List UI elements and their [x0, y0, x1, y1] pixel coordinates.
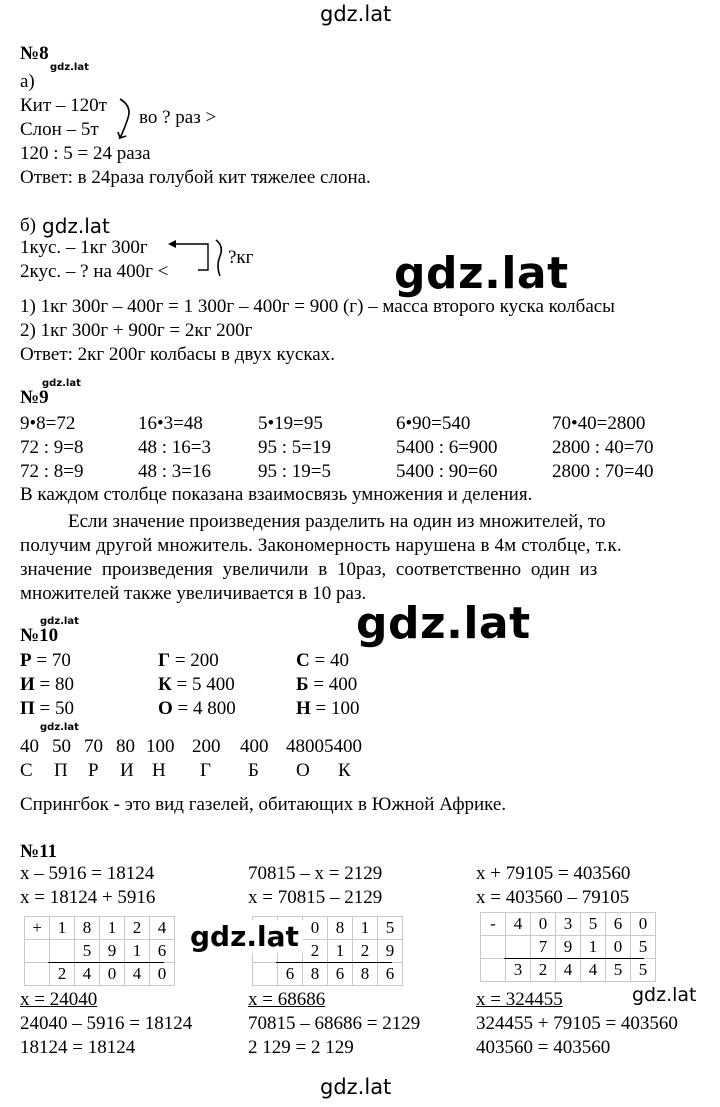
- n10-number: 400: [240, 736, 269, 757]
- digit: 2: [125, 917, 150, 940]
- task-10-title: №10: [20, 625, 59, 646]
- n10-letter: Н: [152, 760, 166, 781]
- n10-number: 70: [84, 736, 103, 757]
- sum-line: [504, 958, 644, 959]
- task-8b-step2: 2) 1кг 300г + 900г = 2кг 200г: [20, 320, 253, 341]
- watermark-8b: gdz.lat: [42, 214, 110, 238]
- digit: 0: [100, 963, 125, 986]
- task-8b-step1: 1) 1кг 300г – 400г = 1 300г – 400г = 900 (г) – масса второго куска колбасы: [20, 296, 615, 317]
- n10-number: 80: [116, 736, 135, 757]
- digit: 4: [150, 917, 175, 940]
- task-8b-note: ?кг: [228, 247, 254, 268]
- n11-c3-final: 403560 = 403560: [476, 1037, 611, 1058]
- digit: 1: [125, 940, 150, 963]
- digit: 6: [606, 913, 631, 936]
- digit: 5: [606, 959, 631, 982]
- digit: 6: [378, 963, 403, 986]
- digit: 2: [50, 963, 75, 986]
- n10-pair: Б = 400: [296, 674, 358, 695]
- digit: 9: [100, 940, 125, 963]
- n10-number: 40: [20, 736, 39, 757]
- digit: 8: [328, 917, 353, 940]
- n9-para1: В каждом столбце показана взаимосвязь умножения и деления.: [20, 484, 533, 505]
- task-8a-note: во ? раз >: [139, 107, 217, 128]
- n10-number: 4800: [286, 736, 324, 757]
- brace-8a: [116, 96, 138, 142]
- task-8a-calc: 120 : 5 = 24 раза: [20, 143, 151, 164]
- n11-c1-eq: x – 5916 = 18124: [20, 863, 155, 884]
- sign: -: [481, 913, 506, 936]
- task-8a-line1: Кит – 120т: [20, 95, 107, 116]
- digit: 1: [50, 917, 75, 940]
- n9-c2-r1: 16•3=48: [138, 413, 203, 434]
- digit: 9: [378, 940, 403, 963]
- digit: 4: [125, 963, 150, 986]
- task-8a-line2: Слон – 5т: [20, 119, 99, 140]
- digit: 0: [606, 936, 631, 959]
- n9-c4-r1: 6•90=540: [396, 413, 471, 434]
- n10-number: 5400: [324, 736, 362, 757]
- digit: 0: [631, 913, 656, 936]
- watermark-small: gdz.lat: [50, 62, 89, 73]
- n9-c1-r2: 72 : 9=8: [20, 437, 84, 458]
- n10-number: 50: [52, 736, 71, 757]
- watermark-big-1: gdz.lat: [394, 248, 569, 299]
- n9-c3-r3: 95 : 19=5: [258, 461, 331, 482]
- digit: 3: [506, 959, 531, 982]
- n10-pair: Н = 100: [296, 698, 360, 719]
- n11-c2-step: x = 70815 – 2129: [248, 887, 383, 908]
- n10-letter: И: [120, 760, 134, 781]
- n10-letter: Г: [200, 760, 211, 781]
- task-11-title: №11: [20, 841, 58, 862]
- digit: 1: [328, 940, 353, 963]
- digit: 8: [353, 963, 378, 986]
- n9-para2-l1: Если значение произведения разделить на один из множителей, то: [68, 511, 606, 532]
- n11-c1-result: x = 24040: [20, 989, 98, 1010]
- n9-para2-l2: получим другой множитель. Закономерность нарушена в 4м столбце, т.к.: [20, 535, 622, 556]
- n10-letter: К: [338, 760, 351, 781]
- n9-c5-r3: 2800 : 70=40: [552, 461, 654, 482]
- n10-letter: Б: [248, 760, 259, 781]
- digit: 2: [531, 959, 556, 982]
- digit: 4: [75, 963, 100, 986]
- digit: 9: [556, 936, 581, 959]
- task-8a-answer: Ответ: в 24раза голубой кит тяжелее слона.: [20, 167, 371, 188]
- digit: 6: [278, 963, 303, 986]
- digit: 4: [581, 959, 606, 982]
- n9-c2-r3: 48 : 3=16: [138, 461, 211, 482]
- digit: 6: [150, 940, 175, 963]
- n11-c1-check: 24040 – 5916 = 18124: [20, 1013, 193, 1034]
- digit: 5: [378, 917, 403, 940]
- digit: [50, 940, 75, 963]
- digit: 5: [631, 936, 656, 959]
- n10-letter: О: [296, 760, 310, 781]
- n10-pair: О = 4 800: [158, 698, 236, 719]
- n11-c3-result: x = 324455: [476, 989, 563, 1010]
- n9-c1-r1: 9•8=72: [20, 413, 76, 434]
- task-8b-line2: 2кус. – ? на 400г <: [20, 261, 169, 282]
- n11-c2-final: 2 129 = 2 129: [248, 1037, 354, 1058]
- task-9-title: №9: [20, 387, 49, 408]
- n10-pair: С = 40: [296, 650, 349, 671]
- digit: 8: [75, 917, 100, 940]
- n9-c3-r2: 95 : 5=19: [258, 437, 331, 458]
- sum-line: [276, 962, 392, 963]
- arrow-bracket-8b: [166, 236, 228, 280]
- n10-letter: П: [54, 760, 68, 781]
- n10-number: 100: [146, 736, 175, 757]
- n11-c3-step: x = 403560 – 79105: [476, 887, 630, 908]
- digit: 0: [303, 917, 328, 940]
- digit: 4: [556, 959, 581, 982]
- n9-c5-r2: 2800 : 40=70: [552, 437, 654, 458]
- task-8-title: №8: [20, 43, 49, 64]
- n11-c3-check: 324455 + 79105 = 403560: [476, 1013, 678, 1034]
- digit: 4: [506, 913, 531, 936]
- digit: 2: [353, 940, 378, 963]
- n11-c1-column-calc: [24, 916, 175, 986]
- n11-c2-check: 70815 – 68686 = 2129: [248, 1013, 421, 1034]
- watermark-mid: gdz.lat: [186, 920, 303, 953]
- n11-c3-eq: x + 79105 = 403560: [476, 863, 631, 884]
- digit: [506, 936, 531, 959]
- watermark-small: gdz.lat: [40, 722, 79, 733]
- n9-c4-r2: 5400 : 6=900: [396, 437, 498, 458]
- digit: 8: [303, 963, 328, 986]
- watermark-small: gdz.lat: [42, 378, 81, 389]
- task-8b-line1: 1кус. – 1кг 300г: [20, 237, 148, 258]
- n9-para2-l3: значение произведения увеличили в 10раз, соответственно один из: [20, 559, 598, 580]
- n11-c1-final: 18124 = 18124: [20, 1037, 136, 1058]
- digit: 5: [631, 959, 656, 982]
- digit: 2: [303, 940, 328, 963]
- n10-fact: Спрингбок - это вид газелей, обитающих в Южной Африке.: [20, 794, 507, 815]
- digit: 1: [353, 917, 378, 940]
- n10-pair: К = 5 400: [158, 674, 235, 695]
- digit: 1: [100, 917, 125, 940]
- digit: 7: [531, 936, 556, 959]
- task-8a-label: а): [20, 71, 35, 92]
- n10-pair: И = 80: [20, 674, 74, 695]
- n9-c3-r1: 5•19=95: [258, 413, 323, 434]
- n9-c5-r1: 70•40=2800: [552, 413, 646, 434]
- n10-pair: П = 50: [20, 698, 74, 719]
- n9-c2-r2: 48 : 16=3: [138, 437, 211, 458]
- watermark-big-2: gdz.lat: [356, 598, 531, 649]
- digit: 5: [581, 913, 606, 936]
- n11-c2-result: x = 68686: [248, 989, 326, 1010]
- n9-para2-l4: множителей также увеличивается в 10 раз.: [20, 583, 367, 604]
- n9-c4-r3: 5400 : 90=60: [396, 461, 498, 482]
- n11-c3-column-calc: [480, 912, 656, 982]
- watermark-small-right: gdz.lat: [632, 984, 697, 1006]
- task-8b-label: б): [20, 215, 36, 236]
- n11-c2-eq: 70815 – x = 2129: [248, 863, 383, 884]
- digit: 3: [556, 913, 581, 936]
- digit: 0: [531, 913, 556, 936]
- watermark-bottom: gdz.lat: [320, 1075, 392, 1099]
- digit: 1: [581, 936, 606, 959]
- watermark-top: gdz.lat: [320, 2, 392, 26]
- task-8b-answer: Ответ: 2кг 200г колбасы в двух кусках.: [20, 344, 335, 365]
- n10-letter: С: [20, 760, 33, 781]
- sign: +: [25, 917, 50, 940]
- n10-letter: Р: [88, 760, 99, 781]
- n9-c1-r3: 72 : 8=9: [20, 461, 84, 482]
- n10-number: 200: [192, 736, 221, 757]
- digit: 0: [150, 963, 175, 986]
- n10-pair: Р = 70: [20, 650, 71, 671]
- digit: 5: [75, 940, 100, 963]
- n10-pair: Г = 200: [158, 650, 219, 671]
- n11-c1-step: x = 18124 + 5916: [20, 887, 156, 908]
- sum-line: [48, 962, 164, 963]
- digit: 6: [328, 963, 353, 986]
- watermark-small: gdz.lat: [40, 616, 79, 627]
